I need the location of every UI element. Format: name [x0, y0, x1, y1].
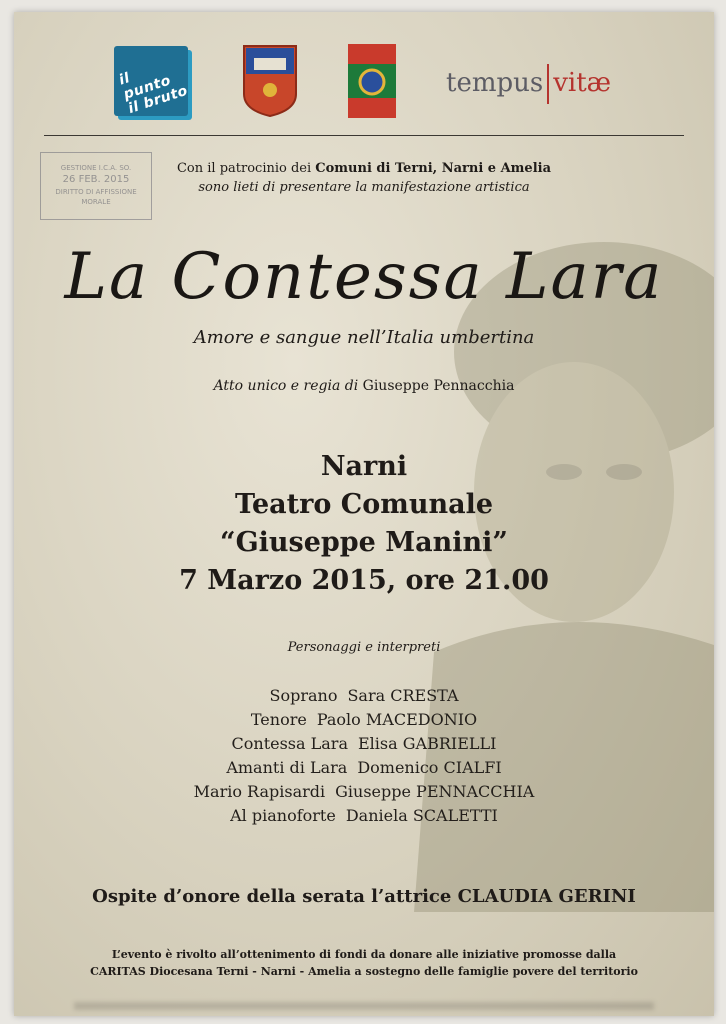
cast-row	[14, 684, 714, 708]
cast-actor: Elisa GABRIELLI	[358, 734, 497, 753]
cast-role: Amanti di Lara	[226, 758, 348, 777]
venue-theatre: Teatro Comunale	[234, 489, 494, 520]
cast-heading: Personaggi e interpreti	[287, 640, 441, 655]
show-title: La Contessa Lara	[64, 240, 664, 314]
cut-off-text	[74, 1002, 654, 1010]
cast-role: Al pianoforte	[230, 806, 336, 825]
cast-actor: Giuseppe PENNACCHIA	[335, 782, 535, 801]
cast-row	[14, 708, 714, 732]
tempus-logo-text: tempus	[446, 68, 544, 98]
direction-prefix: Atto unico e regia di	[213, 378, 363, 394]
patronage-text	[14, 159, 714, 197]
cast-actor: Sara CRESTA	[347, 686, 459, 705]
stamp-line-3: DIRITTO DI AFFISSIONE	[55, 188, 137, 196]
header-divider	[44, 135, 684, 136]
cast-role: Tenore	[250, 710, 307, 729]
show-subtitle: Amore e sangue nell’Italia umbertina	[193, 327, 535, 348]
tempus-vitae-logo	[446, 64, 611, 104]
event-poster	[14, 12, 714, 1016]
guest-of-honour: Ospite d’onore della serata l’attrice CLAUDIA GERINI	[92, 886, 636, 907]
patronage-municipalities: Comuni di Terni, Narni e Amelia	[315, 161, 552, 176]
cast-role: Mario Rapisardi	[193, 782, 326, 801]
cast-row	[14, 804, 714, 828]
stamp-line-1: GESTIONE I.C.A. SO.	[60, 164, 132, 172]
director-name: Giuseppe Pennacchia	[362, 378, 515, 394]
cast-row	[14, 756, 714, 780]
cast-row	[14, 732, 714, 756]
cast-actor: Domenico CIALFI	[357, 758, 502, 777]
stamp-date: 26 FEB. 2015	[62, 174, 130, 185]
charity-note-line-2: CARITAS Diocesana Terni - Narni - Amelia a sostegno delle famiglie povere del territorio	[90, 965, 638, 978]
patronage-line-2: sono lieti di presentare la manifestazione artistica	[198, 180, 530, 195]
cast-row	[14, 780, 714, 804]
il-punto-logo	[114, 46, 188, 116]
venue-block	[14, 448, 714, 600]
venue-theatre-name: “Giuseppe Manini”	[220, 527, 508, 558]
charity-note	[14, 946, 714, 980]
event-date-time: 7 Marzo 2015, ore 21.00	[179, 565, 549, 596]
cast-list	[14, 684, 714, 828]
stamp-line-4: MORALE	[81, 198, 111, 206]
charity-note-line-1: L’evento è rivolto all’ottenimento di fondi da donare alle iniziative promosse dalla	[111, 948, 617, 961]
direction-credit	[14, 378, 714, 394]
venue-city: Narni	[320, 451, 408, 482]
cast-actor: Paolo MACEDONIO	[316, 710, 478, 729]
vitae-logo-text: vitæ	[553, 68, 612, 98]
narni-crest-logo	[242, 44, 298, 118]
lions-club-logo	[348, 44, 396, 118]
cast-role: Soprano	[269, 686, 338, 705]
il-punto-logo-text: il punto il bruto	[117, 70, 190, 118]
patronage-prefix: Con il patrocinio dei	[176, 161, 316, 176]
cast-actor: Daniela SCALETTI	[345, 806, 498, 825]
cast-role: Contessa Lara	[231, 734, 348, 753]
